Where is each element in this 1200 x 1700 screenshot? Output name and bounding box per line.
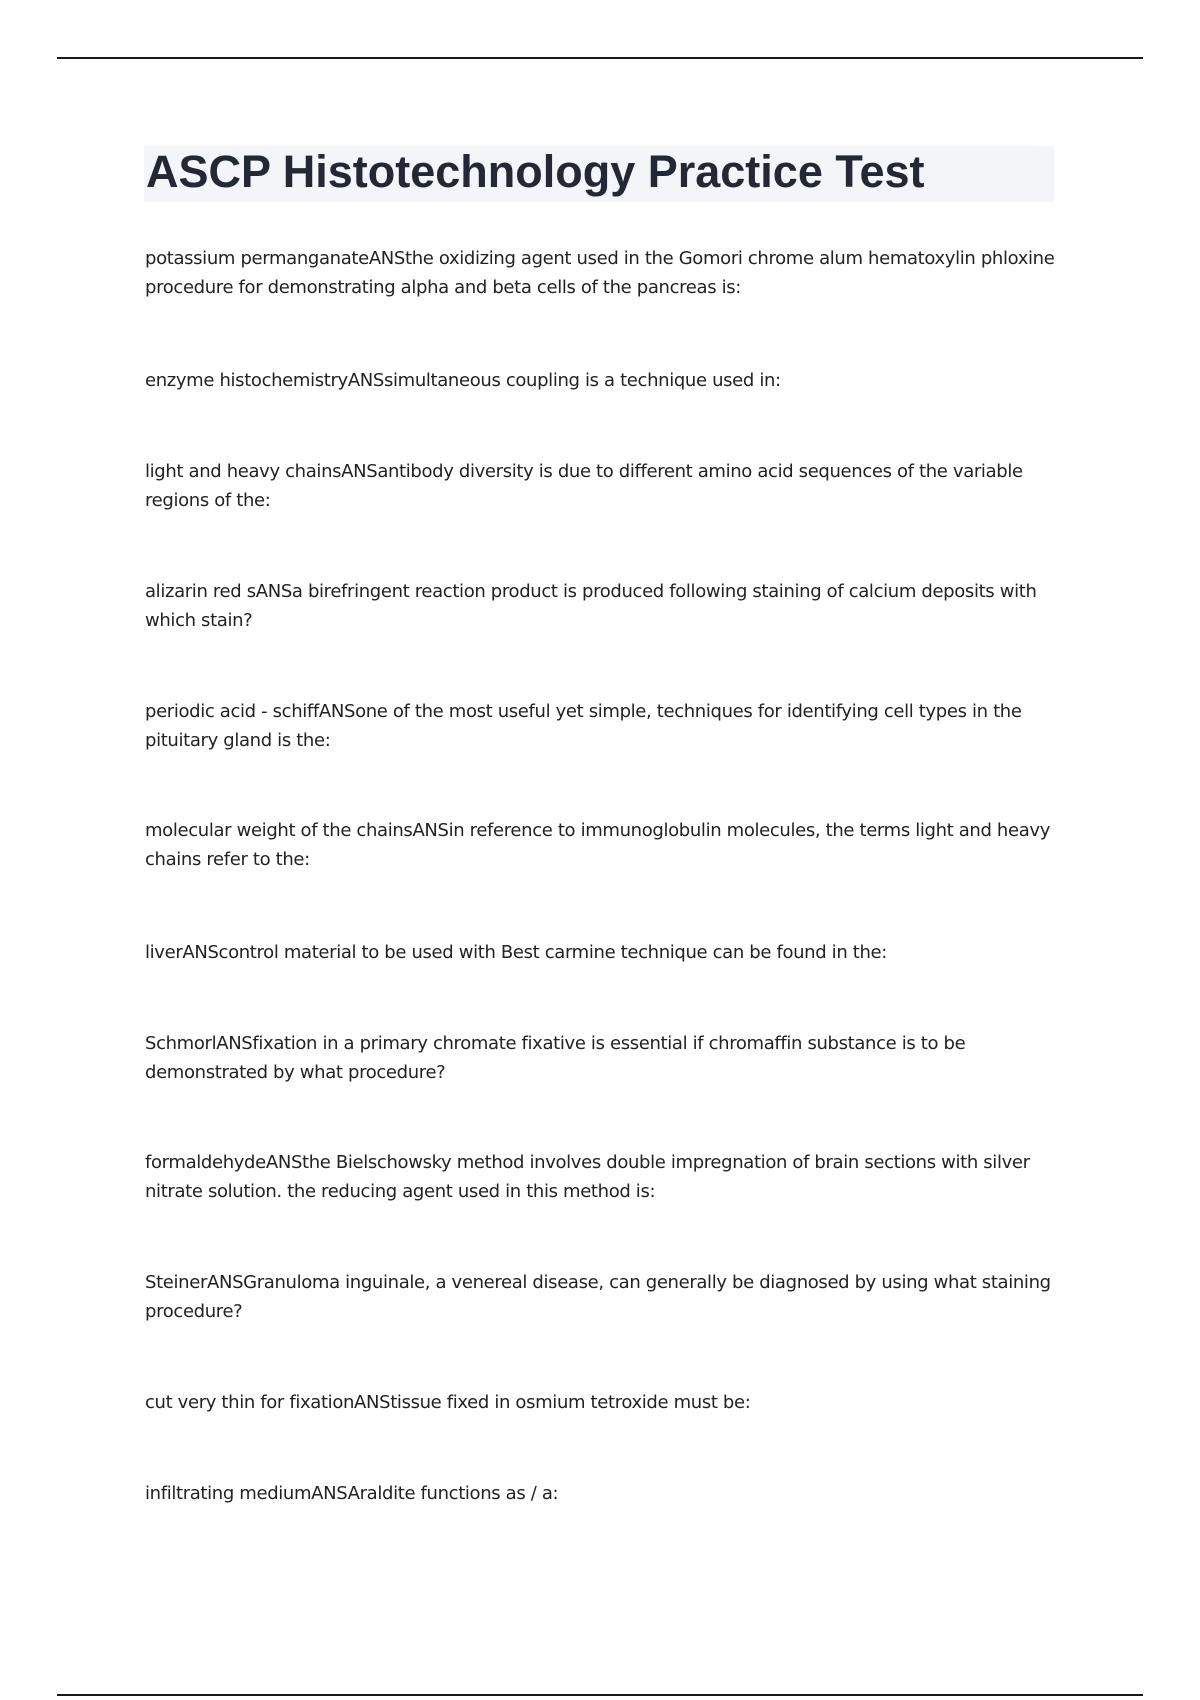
qa-item: formaldehydeANSthe Bielschowsky method involves double impregnation of brain sections with silver nitrate solution. the reducing agent used in this method is: bbox=[145, 1152, 1030, 1202]
qa-item: SteinerANSGranuloma inguinale, a venereal disease, can generally be diagnosed by using what staining procedure? bbox=[145, 1272, 1051, 1322]
qa-item: enzyme histochemistryANSsimultaneous coupling is a technique used in: bbox=[145, 370, 781, 391]
qa-item: light and heavy chainsANSantibody diversity is due to different amino acid sequences of the variable regions of the: bbox=[145, 461, 1023, 511]
footer-rule bbox=[57, 1694, 1143, 1696]
qa-item: alizarin red sANSa birefringent reaction product is produced following staining of calcium deposits with which stain? bbox=[145, 581, 1037, 631]
qa-item: liverANScontrol material to be used with Best carmine technique can be found in the: bbox=[145, 942, 887, 963]
qa-item: cut very thin for fixationANStissue fixed in osmium tetroxide must be: bbox=[145, 1392, 751, 1413]
qa-item: periodic acid - schiffANSone of the most useful yet simple, techniques for identifying cell types in the pituitary gland is the: bbox=[145, 701, 1022, 751]
header-rule bbox=[57, 57, 1143, 59]
qa-item: infiltrating mediumANSAraldite functions as / a: bbox=[145, 1483, 559, 1504]
qa-item: SchmorlANSfixation in a primary chromate fixative is essential if chromaffin substance is to be demonstrated by what procedure? bbox=[145, 1033, 966, 1083]
qa-item: molecular weight of the chainsANSin reference to immunoglobulin molecules, the terms light and heavy chains refer to the: bbox=[145, 820, 1050, 870]
qa-item: potassium permanganateANSthe oxidizing agent used in the Gomori chrome alum hematoxylin phloxine procedure for demonstrating alpha and beta cells of the pancreas is: bbox=[145, 248, 1055, 298]
page-title: ASCP Histotechnology Practice Test bbox=[146, 146, 925, 197]
